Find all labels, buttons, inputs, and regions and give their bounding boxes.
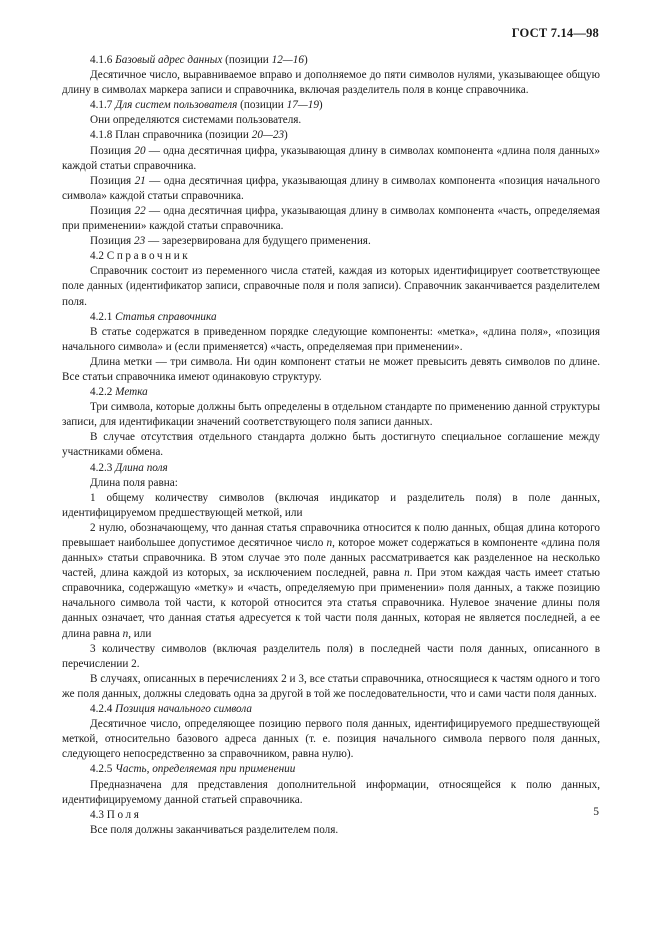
section-number: 4.1.6 bbox=[90, 54, 113, 66]
position-text: — одна десятичная цифра, указывающая длину в символах компонента «позиция начального символа» каждой статьи справочника. bbox=[62, 174, 600, 202]
section-4-1-7-text: Они определяются системами пользователя. bbox=[90, 114, 302, 127]
section-number: 4.2.4 bbox=[90, 703, 113, 716]
section-number: 4.3 bbox=[90, 808, 104, 821]
section-4-3-p1: Все поля должны заканчиваться разделителем поля. bbox=[90, 823, 339, 836]
text-run: 2 нулю, обозначающему, что данная статья справочника относится к полю данных, общая длина которого превышает наибольшее допустимое десятичное число bbox=[62, 521, 600, 549]
section-4-2-3-p3 bbox=[62, 521, 600, 642]
positions-close: ) bbox=[303, 54, 308, 66]
section-4-2-2-p1: Три символа, которые должны быть определены в отдельном стандарте по применению данной структуры записи, для идентификации значений соответствующего поля записи данных. bbox=[62, 401, 600, 429]
section-number: 4.2.2 bbox=[90, 386, 113, 399]
position-lead: Позиция bbox=[90, 235, 134, 248]
text-run: , или bbox=[128, 627, 152, 640]
position-text: — одна десятичная цифра, указывающая длину в символах компонента «часть, определяемая при применении» каждой статьи справочника. bbox=[62, 204, 600, 233]
section-4-2-heading bbox=[62, 249, 600, 264]
section-4-1-6-heading bbox=[62, 53, 600, 68]
section-4-2-5-heading bbox=[62, 762, 600, 777]
position-lead: Позиция bbox=[90, 174, 135, 187]
variable-n: n bbox=[326, 537, 333, 549]
section-number: 4.2.3 bbox=[90, 461, 113, 474]
section-title: Справочник bbox=[106, 250, 191, 263]
section-title: Метка bbox=[115, 386, 148, 399]
document-body bbox=[62, 53, 600, 838]
text-run: . При этом каждая часть имеет статью справочника, содержащую «метку» и «часть, определяемую при применении» поля данных, а также позицию начального символа той части, к которой относится эта статья справочника. Нулевое значение длины поля данных означает, что данная статья адресуется к той части поля данных, которая не является последней, а ее длина равна bbox=[62, 567, 601, 640]
section-4-2-1-p2: Длина метки — три символа. Ни один компонент статьи не может превысить девять символов по длине. Все статьи справочника имеют одинаковую структуру. bbox=[62, 355, 600, 383]
section-4-1-7-heading bbox=[62, 98, 600, 113]
section-title: Часть, определяемая при применении bbox=[115, 763, 296, 776]
page-number: 5 bbox=[593, 806, 599, 818]
section-title: Поля bbox=[106, 808, 142, 821]
section-4-2-2-heading bbox=[62, 385, 600, 400]
section-number: 4.2.1 bbox=[90, 310, 113, 323]
positions-open: (позиции bbox=[222, 54, 272, 66]
section-4-2-4-p1: Десятичное число, определяющее позицию первого поля данных, идентифицируемого предшествующей меткой, относительно базового адреса данных (т. е. позиция начального символа первого поля данных, следующего непосредственно за справочником, равна нулю). bbox=[62, 718, 600, 761]
positions-close: ) bbox=[318, 99, 323, 112]
position-text: — одна десятичная цифра, указывающая длину в символах компонента «длина поля данных» каждой статьи справочника. bbox=[62, 144, 600, 172]
position-22-paragraph bbox=[62, 204, 600, 234]
positions-open: (позиции bbox=[237, 99, 287, 112]
variable-n: n bbox=[122, 627, 129, 640]
section-4-2-2-p2: В случае отсутствия отдельного стандарта должно быть достигнуто специальное соглашение между участниками обмена. bbox=[62, 431, 600, 459]
position-20-paragraph bbox=[62, 144, 600, 174]
positions-range: 12—16 bbox=[271, 54, 304, 66]
position-number: 22 bbox=[134, 204, 146, 217]
position-text: — зарезервирована для будущего применения. bbox=[145, 235, 371, 248]
document-header: ГОСТ 7.14—98 bbox=[511, 26, 599, 40]
position-number: 23 bbox=[134, 235, 146, 248]
section-4-2-4-heading bbox=[62, 702, 600, 717]
positions-range: 20—23 bbox=[251, 129, 285, 142]
section-number: 4.2 bbox=[90, 250, 104, 263]
position-23-paragraph bbox=[62, 234, 600, 249]
section-title: Базовый адрес данных bbox=[115, 54, 223, 66]
positions-close: ) bbox=[284, 129, 288, 142]
section-4-2-3-p5: В случаях, описанных в перечислениях 2 и 3, все статьи справочника, относящиеся к частям одного и того же поля данных, должны следовать одна за другой в той же последовательности, что и сами части поля данных. bbox=[62, 672, 600, 700]
section-number: 4.1.7 bbox=[90, 99, 113, 112]
section-4-2-3-p2: 1 общему количеству символов (включая индикатор и разделитель поля) в поле данных, идентифицируемом предшествующей меткой, или bbox=[62, 491, 600, 519]
section-4-2-3-heading bbox=[62, 461, 600, 476]
section-4-2-1-heading bbox=[62, 310, 600, 325]
section-4-2-5-p1: Предназначена для представления дополнительной информации, относящейся к полю данных, идентифицируемому данной статьей справочника. bbox=[62, 778, 600, 806]
section-heading-prefix: 4.1.8 План справочника (позиции bbox=[90, 129, 252, 142]
section-4-2-3-p4: 3 количеству символов (включая разделитель поля) в последней части поля данных, описанного в перечислении 2. bbox=[62, 642, 600, 670]
section-4-2-3-p1: Длина поля равна: bbox=[90, 476, 178, 489]
section-title: Длина поля bbox=[115, 461, 168, 474]
position-lead: Позиция bbox=[90, 204, 135, 217]
section-title: Для систем пользователя bbox=[115, 99, 238, 112]
section-4-1-6-text: Десятичное число, выравниваемое вправо и дополняемое до пяти символов нулями, указывающее общую длину в символах маркера записи и справочника, включая разделитель поля в конце справочника. bbox=[62, 69, 600, 97]
position-number: 20 bbox=[134, 144, 146, 157]
positions-range: 17—19 bbox=[286, 99, 319, 112]
section-4-2-1-p1: В статье содержатся в приведенном порядке следующие компоненты: «метка», «длина поля», «позиция начального символа» и (если применяется) «часть, определяемая при применении». bbox=[62, 325, 600, 353]
section-number: 4.2.5 bbox=[90, 763, 113, 776]
position-lead: Позиция bbox=[90, 144, 135, 157]
position-21-paragraph bbox=[62, 174, 600, 204]
section-4-3-heading bbox=[62, 808, 600, 823]
text-run: , которое может содержаться в компоненте «длина поля данных» статьи справочника. В этом случае это поле данных рассматривается как разделенное на несколько частей, длина каждой из которых, за исключением последней, равна bbox=[62, 537, 601, 580]
section-title: Статья справочника bbox=[115, 310, 217, 323]
section-title: Позиция начального символа bbox=[115, 703, 252, 716]
variable-n: n bbox=[404, 567, 410, 580]
section-4-2-text: Справочник состоит из переменного числа статей, каждая из которых идентифицирует соответствующее поле данных (идентификатор записи, справочные поля и поля записи). Справочник заканчивается разделителем поля. bbox=[62, 265, 600, 308]
position-number: 21 bbox=[134, 174, 146, 187]
section-4-1-8-heading bbox=[62, 128, 600, 143]
